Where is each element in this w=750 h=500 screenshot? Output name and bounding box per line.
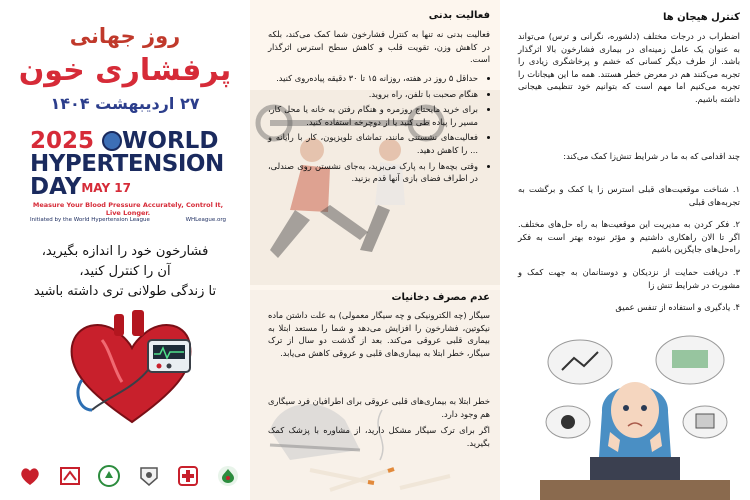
smoking-paragraph-2: خطر ابتلا به بیماری‌های قلبی عروقی برای اطرافیان فرد سیگاری هم وجود دارد. <box>268 396 490 419</box>
logo-site: WHLeague.org <box>185 217 226 223</box>
slogan <box>10 242 240 302</box>
title-small: روز جهانی <box>69 24 181 48</box>
slogan-line: فشارخون خود را اندازه بگیرید، <box>41 244 209 259</box>
slogan-line: تا زندگی طولانی تری داشته باشید <box>33 284 217 299</box>
university-logo-icon <box>97 464 121 488</box>
list-item: • وقتی بچه‌ها را به پارک می‌برید، به‌جای نشستن روی صندلی، در اطراف فضای بازی آنها قدم بزنید. <box>268 160 478 185</box>
exercise-list <box>268 72 490 188</box>
list-item: ۳. دریافت حمایت از نزدیکان و دوستانمان به جهت کمک و مشورت در شرایط تنش زا <box>518 266 740 290</box>
logo-subtitle: Measure Your Blood Pressure Accurately, Control It, Live Longer. <box>32 201 224 217</box>
smoking-paragraph-3: اگر برای ترک سیگار مشکل دارید، از مشاوره با پزشک کمک بگیرید. <box>268 425 490 448</box>
logo-hypertension: HYPERTENSION <box>30 151 224 177</box>
exercise-intro: فعالیت بدنی نه تنها به کنترل فشارخون شما کمک می‌کند، بلکه در کاهش وزن، تقویت قلب و کاهش سطح استرس اثرگذار است. <box>268 29 490 65</box>
exercise-heading: فعالیت بدنی <box>428 10 490 21</box>
slogan-line: آن را کنترل کنید، <box>79 264 171 279</box>
ministry-logo-icon <box>137 464 161 488</box>
logo-year: 2025 <box>30 128 95 154</box>
right-panel <box>500 0 750 500</box>
list-item: ۱. شناخت موقعیت‌های قبلی استرس زا یا کمک و برگشت به تجربه‌های قبلی <box>518 184 740 207</box>
list-item: ۲. فکر کردن به مدیریت این موقعیت‌ها به راه حل‌های مختلف. اگر تا الان راهکاری داشتیم و مؤثر نبوده بهتر است به فکر راه‌حل‌های جایگزین باشیم <box>518 219 740 255</box>
society-logo-icon <box>58 464 82 488</box>
worried-woman-illustration <box>540 322 730 500</box>
list-item: • برای خرید مایحتاج روزمره و هنگام رفتن به خانه یا محل کار، مسیر را پیاده طی کنید یا از دوچرخه استفاده کنید. <box>268 103 478 128</box>
heart-logo-icon <box>18 464 42 488</box>
title-big: پرفشاری خون <box>18 53 232 88</box>
health-org-logo-icon <box>176 464 200 488</box>
logo-world: WORLD <box>122 128 219 154</box>
heart-monitor-illustration <box>62 310 202 430</box>
logo-initiated: Initiated by the World Hypertension League <box>30 217 150 223</box>
sponsor-logos <box>18 462 240 490</box>
world-hypertension-day-logo <box>30 130 226 224</box>
hospital-logo-icon <box>216 464 240 488</box>
list-item: ۴. یادگیری و استفاده از تنفس عمیق <box>615 302 740 313</box>
middle-panel <box>250 0 500 500</box>
list-item: • هنگام صحبت با تلفن، راه بروید. <box>268 88 478 101</box>
list-item: • فعالیت‌های نشستنی مانند، تماشای تلویزیون، کار با رایانه و ... را کاهش دهید. <box>268 131 478 156</box>
logo-day: DAY <box>30 174 82 200</box>
smoking-paragraph-1: سیگار (چه الکترونیکی و چه سیگار معمولی) به علت داشتن ماده نیکوتین، فشارخون را افزایش می‌دهد و شما را مستعد ابتلا به بیماری قلبی عروقی می‌کند. بعد از گذشت دو سال از ترک سیگار، خطر ابتلا به بیماری‌های قلبی و عروقی کاهش می‌یابد. <box>268 310 490 358</box>
emotion-heading: کنترل هیجان ها <box>662 12 740 23</box>
left-panel <box>0 0 250 500</box>
list-item: • حداقل ۵ روز در هفته، روزانه ۱۵ تا ۳۰ دقیقه پیاده‌روی کنید. <box>268 72 478 85</box>
logo-may: MAY 17 <box>81 181 132 195</box>
smoking-heading: عدم مصرف دخانیات <box>391 292 490 303</box>
emotion-question: چند اقدامی که به ما در شرایط تنش‌زا کمک می‌کند: <box>563 151 740 161</box>
emotion-steps <box>518 183 740 324</box>
event-date: ۲۷ اردیبهشت ۱۴۰۴ <box>50 94 200 113</box>
emotion-intro: اضطراب در درجات مختلف (دلشوره، نگرانی و ترس) می‌تواند به عنوان یک عامل زمینه‌ای در بیماری فشارخون بالا اثرگذار باشد. از طرف دیگر کسانی که خشم و پرخاشگری زیادی را تجربه می‌کنند هم در معرض خطر هستند. همه ما این هیجانات را تجربه می‌کنیم اما مهم است که بتوانیم خود تنظیمی هیجانی داشته باشیم. <box>518 31 740 104</box>
globe-icon <box>102 131 122 151</box>
